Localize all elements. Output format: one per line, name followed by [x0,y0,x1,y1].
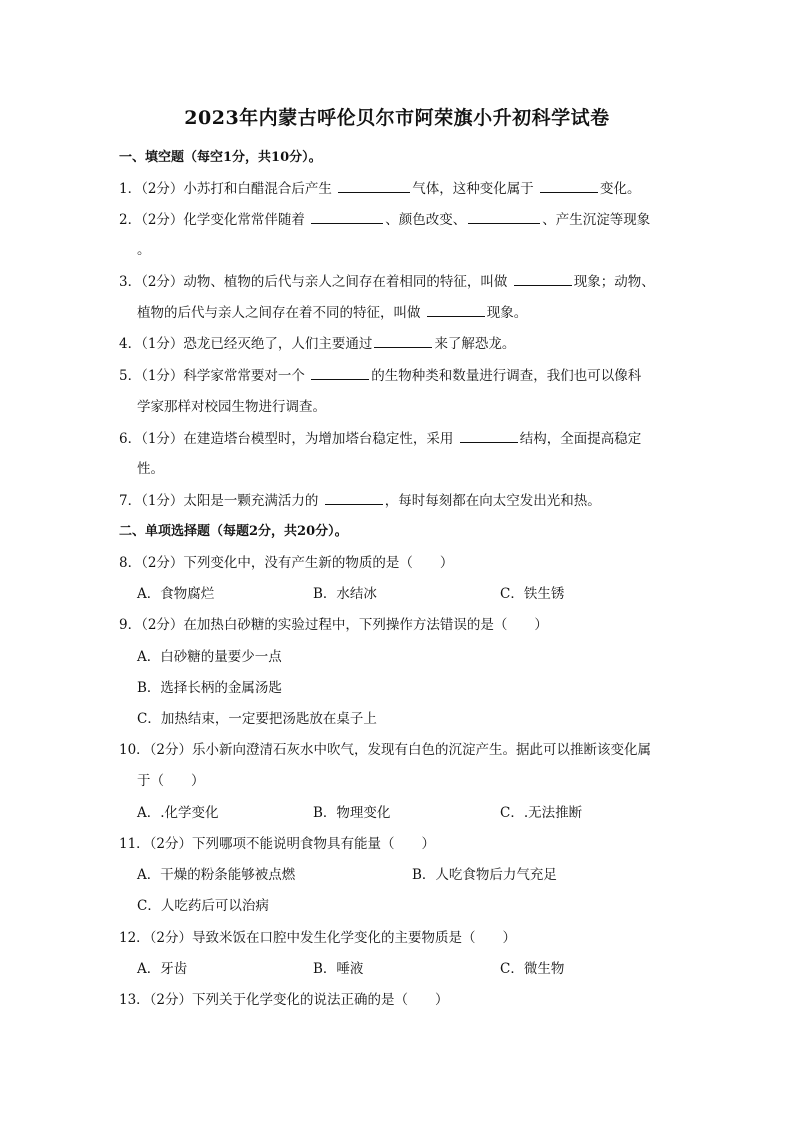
option-c: C．.无法推断 [500,805,583,821]
question-5-continued: 学家那样对校园生物进行调查。 [137,399,326,415]
option-a: A．干燥的粉条能够被点燃 [137,867,296,883]
answer-blank [514,273,572,286]
answer-blank [338,180,410,193]
section-heading-multiple-choice: 二、单项选择题（每题2分，共20分）。 [119,524,348,539]
option-b: B．唾液 [313,961,364,977]
option-a: A．白砂糖的量要少一点 [137,649,282,665]
option-b: B．选择长柄的金属汤匙 [137,680,282,696]
answer-blank [311,367,369,380]
option-b: B．物理变化 [313,805,391,821]
question-1: 1．（2分）小苏打和白醋混合后产生 气体，这种变化属于 变化。 [119,181,641,197]
question-3-continued: 植物的后代与亲人之间存在着不同的特征，叫做 现象。 [137,305,528,321]
question-2-continued: 。 [137,242,151,258]
option-a: A．食物腐烂 [137,586,215,602]
answer-blank [374,335,432,348]
option-b: B．水结冰 [313,586,377,602]
question-9: 9．（2分）在加热白砂糖的实验过程中，下列操作方法错误的是（ ） [119,617,548,633]
question-13: 13．（2分）下列关于化学变化的说法正确的是（ ） [119,992,449,1008]
page-title: 2023年内蒙古呼伦贝尔市阿荣旗小升初科学试卷 [184,107,610,129]
question-8: 8．（2分）下列变化中，没有产生新的物质的是（ ） [119,555,454,571]
option-a: A．牙齿 [137,961,188,977]
option-c: C．铁生锈 [500,586,565,602]
question-3: 3．（2分）动物、植物的后代与亲人之间存在着相同的特征，叫做 现象；动物、 [119,274,655,290]
question-2: 2．（2分）化学变化常常伴随着 、颜色改变、 、产生沉淀等现象 [119,212,651,228]
question-5: 5．（1分）科学家常常要对一个 的生物种类和数量进行调查，我们也可以像科 [119,368,642,384]
question-10: 10．（2分）乐小新向澄清石灰水中吹气，发现有白色的沉淀产生。据此可以推断该变化属 [119,742,652,758]
question-4: 4．（1分）恐龙已经灭绝了，人们主要通过 来了解恐龙。 [119,336,516,352]
question-10-continued: 于（ ） [137,773,205,789]
answer-blank [427,304,485,317]
question-11: 11．（2分）下列哪项不能说明食物具有能量（ ） [119,836,436,852]
answer-blank [325,492,383,505]
question-7: 7．（1分）太阳是一颗充满活力的 ，每时每刻都在向太空发出光和热。 [119,493,601,509]
question-6-continued: 性。 [137,461,164,477]
section-heading-fill-blank: 一、填空题（每空1分，共10分）。 [119,150,322,165]
answer-blank [460,430,518,443]
option-c: C．微生物 [500,961,565,977]
question-12: 12．（2分）导致米饭在口腔中发生化学变化的主要物质是（ ） [119,930,517,946]
option-c: C．加热结束，一定要把汤匙放在桌子上 [137,711,377,727]
option-a: A．.化学变化 [137,805,219,821]
option-c: C．人吃药后可以治病 [137,898,269,914]
answer-blank [311,211,383,224]
option-b: B．人吃食物后力气充足 [412,867,557,883]
question-6: 6．（1分）在建造塔台模型时，为增加塔台稳定性，采用 结构，全面提高稳定 [119,431,642,447]
answer-blank [540,180,598,193]
answer-blank [468,211,540,224]
